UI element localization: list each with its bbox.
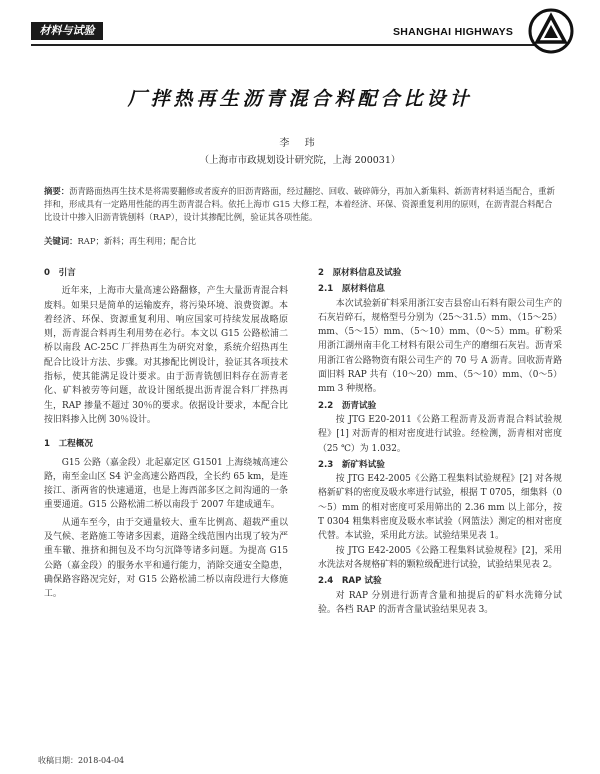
section-2-heading: 2 原材料信息及试验 xyxy=(318,268,402,278)
section-0-heading: 0 引言 xyxy=(44,268,76,278)
received-date: 收稿日期：2018-04-04 xyxy=(38,756,125,765)
section-2-4-text: 对 RAP 分别进行沥青含量和抽提后的矿料水洗筛分试验。各档 RAP 的沥青含量试验结果见表 3。 xyxy=(318,590,562,615)
section-2-2-text: 按 JTG E20-2011《公路工程沥青及沥青混合料试验规程》[1] 对沥青的相对密度进行试验。经检测，沥青相对密度（25 ℃）为 1.032。 xyxy=(318,414,562,454)
abstract-label: 摘要： xyxy=(44,186,70,196)
abstract xyxy=(44,185,559,224)
column-tag: 材料与试验 xyxy=(31,22,103,40)
left-column xyxy=(44,266,288,602)
section-0-text: 近年来，上海市大量高速公路翻修，产生大量沥青混合料废料。如果只是简单的运输废弃，将污染环境、浪费资源。本着经济、环保、资源重复利用、响应国家可持续发展战略原则，沥青混合料再生利用势在必行。本文以 G15 公路松浦二桥以南段 AC-25C 厂拌热再生为研究对象，系统介绍热再生配合比设计方法、步骤。对其掺配比例设计，验证其各项技术指标，使其能满足设计要求。由于沥青铣刨旧料存在沥青老化、矿料被劳等问题，故设计图纸提出沥青混合料厂拌热再生，RAP 掺量不超过 30％的要求。依据设计要求，本配合比按旧料掺入比例 30％设计。 xyxy=(44,286,288,425)
section-2-3-paragraph-2: 按 JTG E42-2005《公路工程集料试验规程》[2]，采用水洗法对各规格矿料的颗粒级配进行试验，试验结果见表 2。 xyxy=(318,545,562,570)
journal-name: SHANGHAI HIGHWAYS xyxy=(393,26,514,38)
keywords xyxy=(44,235,559,248)
section-1-paragraph-2: 从通车至今，由于交通量较大、重车比例高、超载严重以及气候、老路施工等诸多因素，道路全线范围内出现了较为严重车辙、推挤和拥包及不均匀沉降等诸多问题。为提高 G15 公路（嘉金段）的服务水平和通行能力，消除交通安全隐患，确保路容路况完好，对 G15 公路松浦二桥以南段进行大修施工。 xyxy=(44,517,288,600)
section-2-2-heading: 2.2 沥青试验 xyxy=(318,400,377,411)
section-2-1-text: 本次试验新矿料采用浙江安吉县窑山石料有限公司生产的石灰岩碎石，规格型号分别为（25～31.5）mm、（15～25）mm、（5～15）mm、（5～10）mm、（0～5）mm。矿粉采用浙江湖州南丰化工材料有限公司生产的磨细石灰岩。沥青采用浙江省公路物资有限公司生产的 70 号 A 沥青。回收沥青路面旧料 RAP 共有（10～20）mm、（5～10）mm、（0～5）mm 3 种规格。 xyxy=(318,298,562,395)
right-column xyxy=(318,266,562,617)
section-1-heading: 1 工程概况 xyxy=(44,439,93,450)
section-2-3-paragraph-1: 按 JTG E42-2005《公路工程集料试验规程》[2] 对各规格新矿料的密度及吸水率进行试验，根据 T 0705，细集料（0～5）mm 的相对密度可采用筛出的 2.36 mm 以上部分，按 T 0304 粗集料密度及吸水率试验（网篮法）测定的相对密度代替。本试验，采用此方法。试验结果见表 1。 xyxy=(318,474,562,542)
author-affiliation: （上海市市政规划设计研究院，上海 200031） xyxy=(199,155,401,166)
section-1-paragraph-1: G15 公路（嘉金段）北起嘉定区 G1501 上海绕城高速公路，南至金山区 S4 沪金高速公路西段，全长约 65 km，是连接江、浙两省的快速通道，也是上海西部多区之间沟通的一条重要通道。G15 公路松浦二桥以南段于 2007 年建成通车。 xyxy=(44,457,288,511)
section-2-1-heading: 2.1 原材料信息 xyxy=(318,284,385,295)
section-2-3-heading: 2.3 新矿料试验 xyxy=(318,459,385,470)
section-2-4-heading: 2.4 RAP 试验 xyxy=(318,576,382,587)
journal-logo-icon xyxy=(528,8,574,54)
keywords-text: RAP；新料；再生利用；配合比 xyxy=(77,236,196,246)
author-name: 李 玮 xyxy=(279,138,321,149)
abstract-text: 沥青路面热再生技术是将需要翻修或者废弃的旧沥青路面，经过翻挖、回收、破碎筛分，再加入新集料、新沥青材料适当配合，重新拌和，形成具有一定路用性能的再生沥青混合料。依托上海市 G15 大修工程，本着经济、环保、资源重复利用的原则，在沥青混合料配合比设计中掺入旧沥青铣刨料（RAP），设计其掺配比例，验证其各项性能。 xyxy=(44,186,555,222)
keywords-label: 关键词： xyxy=(44,236,78,246)
header-rule xyxy=(31,44,541,46)
article-title: 厂拌热再生沥青混合料配合比设计 xyxy=(127,88,473,110)
